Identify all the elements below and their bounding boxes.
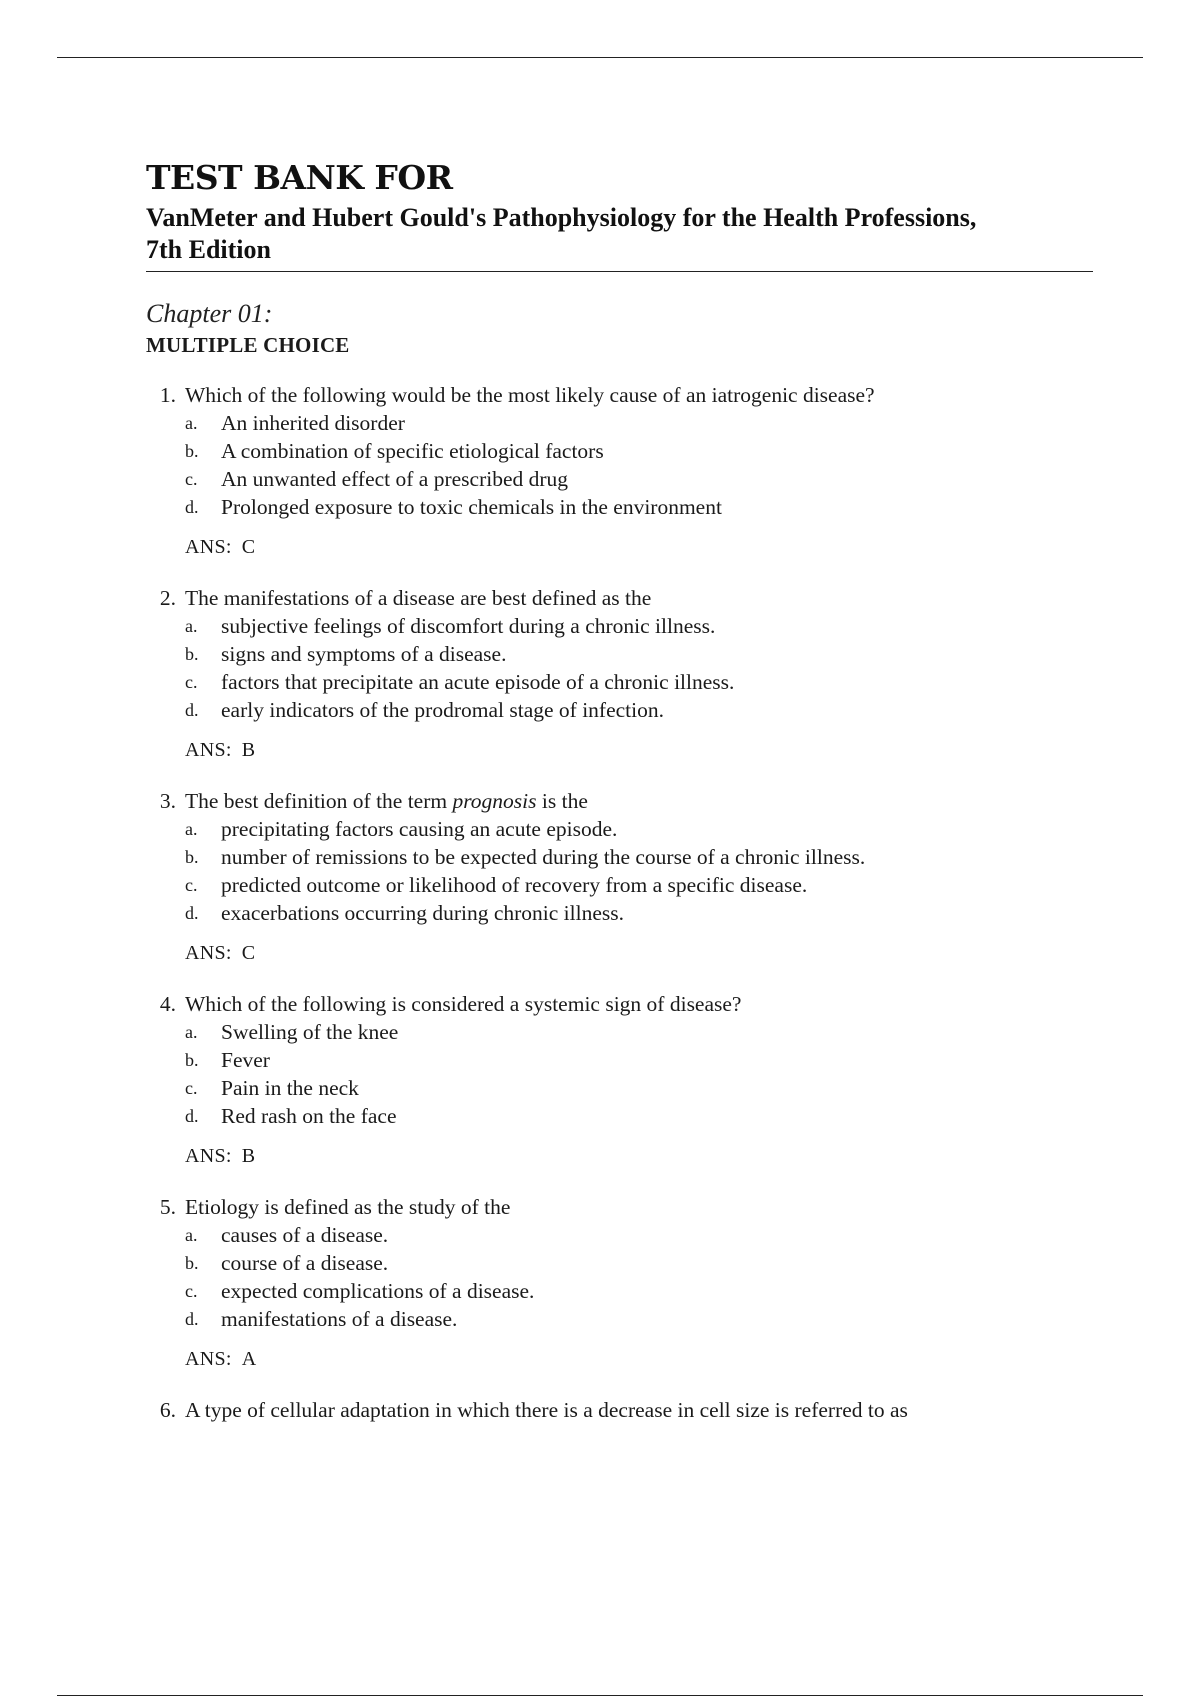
- question-item: [146, 381, 1096, 560]
- option-list: [185, 1018, 1096, 1130]
- option-item: [185, 640, 1096, 668]
- option-item: [185, 871, 1096, 899]
- option-text: expected complications of a disease.: [221, 1279, 535, 1303]
- option-letter: d.: [185, 1309, 199, 1329]
- document-body: [146, 158, 1096, 1448]
- option-text: number of remissions to be expected during the course of a chronic illness.: [221, 845, 866, 869]
- option-text: precipitating factors causing an acute episode.: [221, 817, 618, 841]
- question-text-before: The best definition of the term: [185, 789, 453, 813]
- option-letter: b.: [185, 1050, 199, 1070]
- option-letter: b.: [185, 847, 199, 867]
- answer-value: C: [241, 536, 256, 558]
- option-item: [185, 437, 1096, 465]
- option-list: [185, 612, 1096, 724]
- question-number: 1.: [159, 383, 176, 407]
- option-letter: b.: [185, 644, 199, 664]
- option-item: [185, 1046, 1096, 1074]
- option-item: [185, 815, 1096, 843]
- option-item: [185, 668, 1096, 696]
- option-item: [185, 493, 1096, 521]
- option-text: signs and symptoms of a disease.: [221, 642, 507, 666]
- option-letter: c.: [185, 469, 198, 489]
- answer-line: [185, 940, 1096, 966]
- answer-line: [185, 1143, 1096, 1169]
- question-stem: [146, 1396, 1096, 1424]
- option-text: exacerbations occurring during chronic illness.: [221, 901, 624, 925]
- answer-label: ANS:: [185, 739, 232, 761]
- answer-value: C: [241, 942, 256, 964]
- option-item: [185, 696, 1096, 724]
- question-item: [146, 1193, 1096, 1372]
- option-text: Fever: [221, 1048, 270, 1072]
- option-text: causes of a disease.: [221, 1223, 389, 1247]
- option-letter: a.: [185, 1022, 198, 1042]
- question-text: The manifestations of a disease are best defined as the: [185, 586, 652, 610]
- option-letter: a.: [185, 1225, 198, 1245]
- question-text: Which of the following is considered a systemic sign of disease?: [185, 992, 742, 1016]
- answer-value: B: [241, 739, 256, 761]
- option-text: course of a disease.: [221, 1251, 389, 1275]
- option-letter: d.: [185, 700, 199, 720]
- question-text-emphasis: prognosis: [452, 789, 537, 813]
- option-text: subjective feelings of discomfort during a chronic illness.: [221, 614, 716, 638]
- option-text: Pain in the neck: [221, 1076, 359, 1100]
- option-text: early indicators of the prodromal stage of infection.: [221, 698, 664, 722]
- question-stem: [146, 787, 1096, 815]
- answer-label: ANS:: [185, 942, 232, 964]
- question-stem: [146, 990, 1096, 1018]
- option-letter: b.: [185, 1253, 199, 1273]
- question-item: [146, 1396, 1096, 1424]
- question-number: 5.: [159, 1195, 176, 1219]
- option-list: [185, 1221, 1096, 1333]
- answer-value: A: [241, 1348, 257, 1370]
- book-title: [146, 202, 1096, 266]
- option-text: manifestations of a disease.: [221, 1307, 458, 1331]
- option-text: Swelling of the knee: [221, 1020, 399, 1044]
- question-text-after: is the: [536, 789, 588, 813]
- option-letter: c.: [185, 875, 198, 895]
- option-letter: c.: [185, 1281, 198, 1301]
- page-bottom-rule: [57, 1695, 1143, 1696]
- question-text: A type of cellular adaptation in which there is a decrease in cell size is referred to as: [185, 1398, 908, 1422]
- question-item: [146, 584, 1096, 763]
- question-number: 4.: [159, 992, 176, 1016]
- option-item: [185, 899, 1096, 927]
- option-letter: b.: [185, 441, 199, 461]
- question-number: 2.: [159, 586, 176, 610]
- question-stem: [146, 1193, 1096, 1221]
- option-item: [185, 843, 1096, 871]
- option-item: [185, 409, 1096, 437]
- option-letter: d.: [185, 497, 199, 517]
- option-letter: a.: [185, 616, 198, 636]
- option-item: [185, 1221, 1096, 1249]
- question-item: [146, 787, 1096, 966]
- option-item: [185, 1074, 1096, 1102]
- book-title-line-2: 7th Edition: [146, 235, 271, 264]
- question-text: Etiology is defined as the study of the: [185, 1195, 511, 1219]
- option-text: Red rash on the face: [221, 1104, 397, 1128]
- question-text: Which of the following would be the most likely cause of an iatrogenic disease?: [185, 383, 875, 407]
- option-text: A combination of specific etiological factors: [221, 439, 604, 463]
- chapter-heading: Chapter 01:: [146, 299, 273, 328]
- title-divider: [146, 271, 1093, 272]
- option-text: Prolonged exposure to toxic chemicals in the environment: [221, 495, 722, 519]
- section-heading: MULTIPLE CHOICE: [146, 333, 350, 357]
- question-text: [185, 787, 588, 815]
- answer-line: [185, 737, 1096, 763]
- answer-line: [185, 1346, 1096, 1372]
- answer-label: ANS:: [185, 1348, 232, 1370]
- question-number: 3.: [159, 789, 176, 813]
- option-letter: c.: [185, 1078, 198, 1098]
- option-letter: a.: [185, 819, 198, 839]
- option-item: [185, 1249, 1096, 1277]
- question-number: 6.: [159, 1398, 176, 1422]
- option-item: [185, 1305, 1096, 1333]
- option-letter: c.: [185, 672, 198, 692]
- question-item: [146, 990, 1096, 1169]
- option-item: [185, 1102, 1096, 1130]
- option-text: An unwanted effect of a prescribed drug: [221, 467, 569, 491]
- answer-value: B: [241, 1145, 256, 1167]
- question-list: [146, 381, 1096, 1424]
- page-top-rule: [57, 57, 1143, 58]
- option-list: [185, 815, 1096, 927]
- answer-label: ANS:: [185, 536, 232, 558]
- answer-line: [185, 534, 1096, 560]
- option-letter: a.: [185, 413, 198, 433]
- option-letter: d.: [185, 1106, 199, 1126]
- option-list: [185, 409, 1096, 521]
- option-item: [185, 1018, 1096, 1046]
- option-letter: d.: [185, 903, 199, 923]
- answer-label: ANS:: [185, 1145, 232, 1167]
- option-item: [185, 1277, 1096, 1305]
- option-item: [185, 612, 1096, 640]
- option-text: An inherited disorder: [221, 411, 405, 435]
- document-title: TEST BANK FOR: [146, 158, 453, 197]
- option-item: [185, 465, 1096, 493]
- option-text: predicted outcome or likelihood of recovery from a specific disease.: [221, 873, 808, 897]
- question-stem: [146, 381, 1096, 409]
- question-stem: [146, 584, 1096, 612]
- book-title-line-1: VanMeter and Hubert Gould's Pathophysiology for the Health Professions,: [146, 203, 977, 232]
- option-text: factors that precipitate an acute episode of a chronic illness.: [221, 670, 735, 694]
